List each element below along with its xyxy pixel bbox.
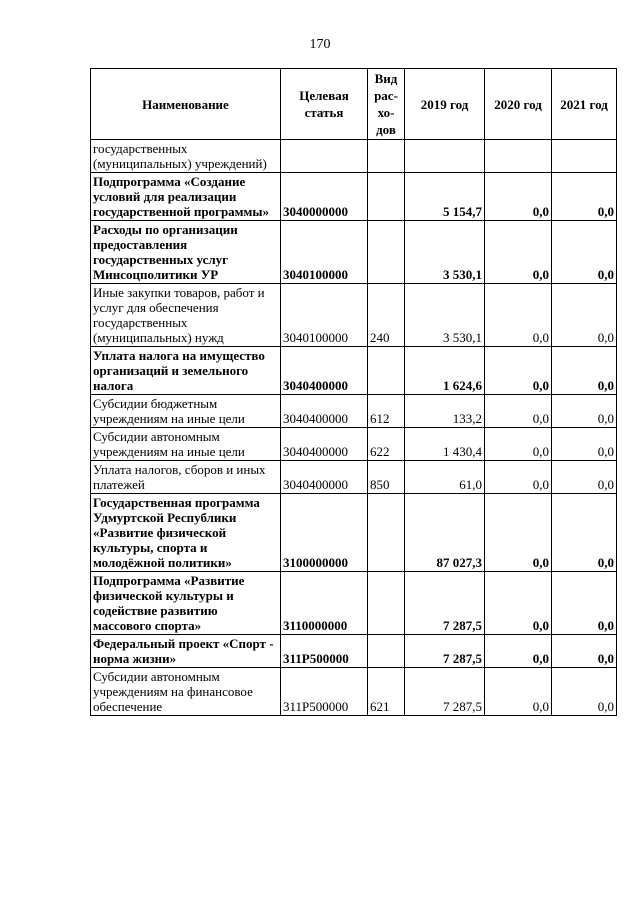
cell-2019 <box>405 140 485 173</box>
cell-2021: 0,0 <box>552 461 617 494</box>
cell-2020: 0,0 <box>485 428 552 461</box>
cell-expense-type <box>368 572 405 635</box>
cell-name: Субсидии бюджетным учреждениям на иные цели <box>91 395 281 428</box>
cell-2019: 7 287,5 <box>405 635 485 668</box>
cell-expense-type: 621 <box>368 668 405 716</box>
table-row <box>91 347 617 395</box>
cell-2019: 61,0 <box>405 461 485 494</box>
table-row <box>91 494 617 572</box>
cell-name: Уплата налога на имущество организаций и земельного налога <box>91 347 281 395</box>
cell-expense-type <box>368 347 405 395</box>
cell-2020: 0,0 <box>485 635 552 668</box>
cell-2021: 0,0 <box>552 395 617 428</box>
table-row <box>91 668 617 716</box>
table-row <box>91 572 617 635</box>
cell-expense-type: 622 <box>368 428 405 461</box>
table-row <box>91 284 617 347</box>
cell-2021: 0,0 <box>552 347 617 395</box>
cell-2021: 0,0 <box>552 221 617 284</box>
cell-expense-type <box>368 173 405 221</box>
table-row <box>91 461 617 494</box>
header-name: Наименование <box>91 69 281 140</box>
table-body <box>91 140 617 716</box>
cell-2021: 0,0 <box>552 635 617 668</box>
cell-target-code: 3110000000 <box>281 572 368 635</box>
table-row <box>91 395 617 428</box>
cell-2019: 5 154,7 <box>405 173 485 221</box>
cell-expense-type <box>368 494 405 572</box>
cell-2020: 0,0 <box>485 461 552 494</box>
cell-2019: 1 624,6 <box>405 347 485 395</box>
cell-2021: 0,0 <box>552 494 617 572</box>
cell-name: Субсидии автономным учреждениям на иные цели <box>91 428 281 461</box>
cell-2020: 0,0 <box>485 395 552 428</box>
cell-name: Иные закупки товаров, работ и услуг для обеспечения государственных (муниципальных) нужд <box>91 284 281 347</box>
cell-name: Подпрограмма «Развитие физической культуры и содействие развитию массового спорта» <box>91 572 281 635</box>
header-code: Целевая статья <box>281 69 368 140</box>
cell-expense-type <box>368 140 405 173</box>
cell-name: Расходы по организации предоставления государственных услуг Минсоцполитики УР <box>91 221 281 284</box>
cell-2019: 7 287,5 <box>405 572 485 635</box>
table-row <box>91 173 617 221</box>
cell-2021: 0,0 <box>552 173 617 221</box>
header-2021: 2021 год <box>552 69 617 140</box>
cell-target-code: 311P500000 <box>281 635 368 668</box>
cell-target-code: 3040400000 <box>281 461 368 494</box>
cell-target-code: 3040400000 <box>281 395 368 428</box>
cell-2021 <box>552 140 617 173</box>
table-row <box>91 221 617 284</box>
cell-2020: 0,0 <box>485 668 552 716</box>
cell-name: государственных (муниципальных) учреждений) <box>91 140 281 173</box>
cell-expense-type: 612 <box>368 395 405 428</box>
cell-2019: 3 530,1 <box>405 221 485 284</box>
table-row <box>91 140 617 173</box>
cell-2019: 7 287,5 <box>405 668 485 716</box>
header-vid: Вид рас-хо-дов <box>368 69 405 140</box>
cell-name: Уплата налогов, сборов и иных платежей <box>91 461 281 494</box>
cell-2019: 3 530,1 <box>405 284 485 347</box>
cell-2019: 133,2 <box>405 395 485 428</box>
cell-name: Субсидии автономным учреждениям на финансовое обеспечение <box>91 668 281 716</box>
cell-expense-type <box>368 635 405 668</box>
budget-table <box>90 68 617 716</box>
cell-2020: 0,0 <box>485 347 552 395</box>
cell-2020 <box>485 140 552 173</box>
header-2020: 2020 год <box>485 69 552 140</box>
cell-name: Федеральный проект «Спорт - норма жизни» <box>91 635 281 668</box>
cell-target-code: 3040100000 <box>281 221 368 284</box>
cell-2021: 0,0 <box>552 668 617 716</box>
cell-2020: 0,0 <box>485 173 552 221</box>
cell-2019: 1 430,4 <box>405 428 485 461</box>
cell-target-code: 3040000000 <box>281 173 368 221</box>
table-row <box>91 428 617 461</box>
cell-expense-type: 240 <box>368 284 405 347</box>
cell-target-code: 3040400000 <box>281 428 368 461</box>
cell-expense-type <box>368 221 405 284</box>
cell-2021: 0,0 <box>552 572 617 635</box>
cell-name: Государственная программа Удмуртской Республики «Развитие физической культуры, спорта и молодёжной политики» <box>91 494 281 572</box>
header-2019: 2019 год <box>405 69 485 140</box>
page-number: 170 <box>309 37 331 52</box>
cell-2020: 0,0 <box>485 494 552 572</box>
table-row <box>91 635 617 668</box>
cell-expense-type: 850 <box>368 461 405 494</box>
cell-2021: 0,0 <box>552 284 617 347</box>
cell-2021: 0,0 <box>552 428 617 461</box>
cell-2020: 0,0 <box>485 221 552 284</box>
cell-target-code: 3040100000 <box>281 284 368 347</box>
cell-target-code: 3040400000 <box>281 347 368 395</box>
cell-target-code <box>281 140 368 173</box>
cell-target-code: 3100000000 <box>281 494 368 572</box>
cell-name: Подпрограмма «Создание условий для реализации государственной программы» <box>91 173 281 221</box>
header-row <box>91 69 617 140</box>
cell-2019: 87 027,3 <box>405 494 485 572</box>
cell-2020: 0,0 <box>485 284 552 347</box>
cell-target-code: 311P500000 <box>281 668 368 716</box>
cell-2020: 0,0 <box>485 572 552 635</box>
